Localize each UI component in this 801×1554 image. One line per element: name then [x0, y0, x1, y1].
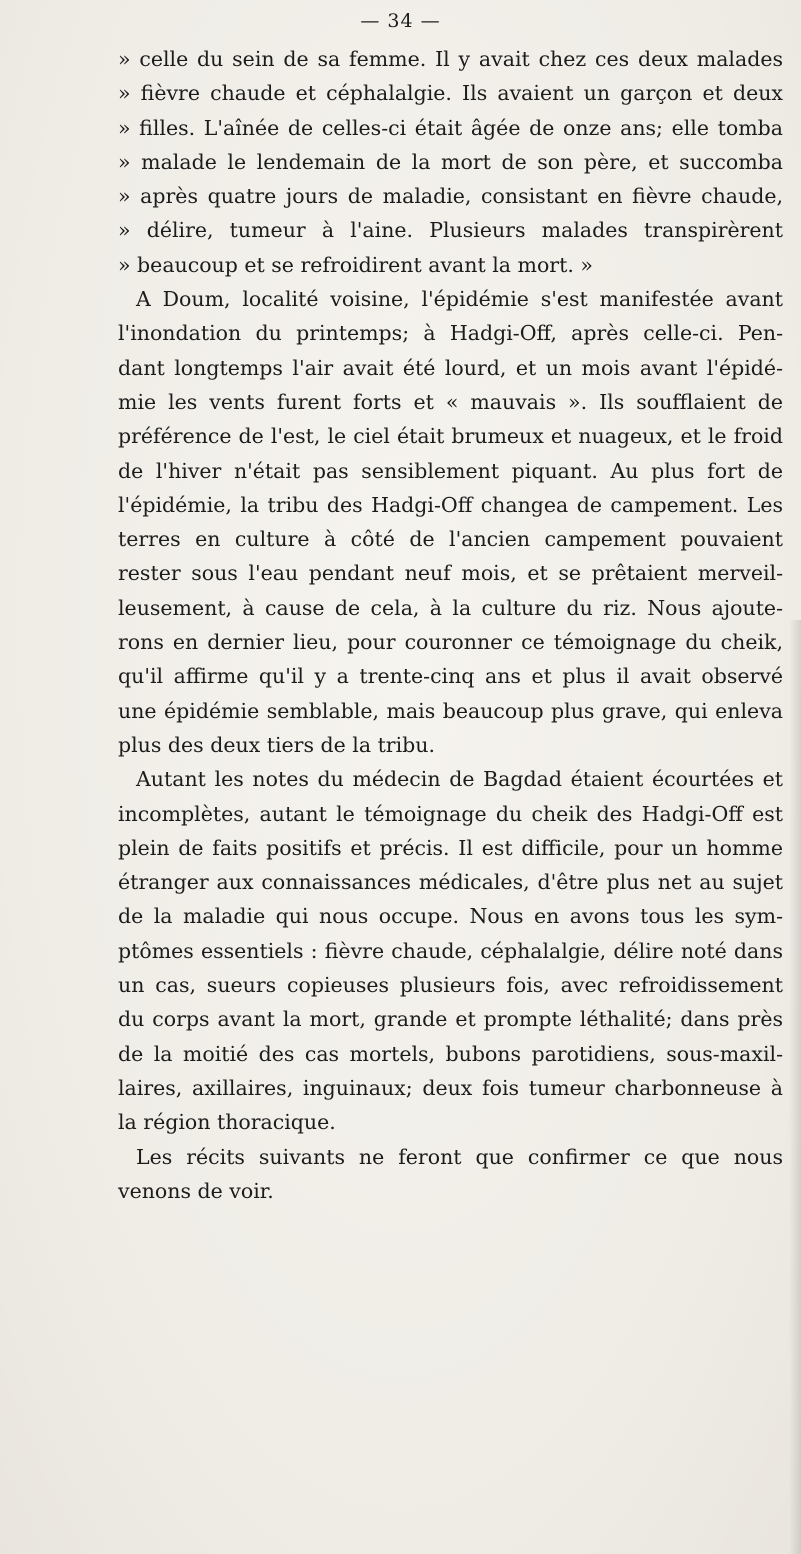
paragraph-first-line: A Doum, localité voisine, l'épidémie s'est manifestée avant: [136, 287, 783, 312]
text-line: la région thoracique.: [118, 1110, 336, 1135]
text-line: de la maladie qui nous occupe. Nous en avons tous les sym-: [118, 904, 783, 929]
text-line: dant longtemps l'air avait été lourd, et un mois avant l'épidé-: [118, 355, 783, 380]
text-line: l'inondation du printemps; à Hadgi-Off, après celle-ci. Pen-: [118, 321, 783, 346]
text-line: » beaucoup et se refroidirent avant la mort. »: [118, 252, 593, 277]
page-edge-shadow: [789, 620, 801, 1554]
text-line: préférence de l'est, le ciel était brumeux et nuageux, et le froid: [118, 424, 783, 449]
text-line: étranger aux connaissances médicales, d'être plus net au sujet: [118, 870, 783, 895]
text-line: laires, axillaires, inguinaux; deux fois tumeur charbonneuse à: [118, 1075, 783, 1100]
text-line: » malade le lendemain de la mort de son père, et succomba: [118, 149, 783, 174]
text-line: mie les vents furent forts et « mauvais ». Ils soufflaient de: [118, 389, 783, 414]
text-line: » délire, tumeur à l'aine. Plusieurs malades transpirèrent: [118, 218, 783, 243]
text-line: une épidémie semblable, mais beaucoup plus grave, qui enleva: [118, 698, 783, 723]
text-line: de l'hiver n'était pas sensiblement piquant. Au plus fort de: [118, 458, 783, 483]
text-line: l'épidémie, la tribu des Hadgi-Off changea de campement. Les: [118, 492, 783, 517]
text-line: du corps avant la mort, grande et prompte léthalité; dans près: [118, 1007, 783, 1032]
text-line: » fièvre chaude et céphalalgie. Ils avaient un garçon et deux: [118, 81, 783, 106]
text-line: un cas, sueurs copieuses plusieurs fois, avec refroidissement: [118, 973, 783, 998]
text-line: de la moitié des cas mortels, bubons parotidiens, sous-maxil-: [118, 1041, 783, 1066]
text-line: incomplètes, autant le témoignage du cheik des Hadgi-Off est: [118, 801, 783, 826]
text-line: plein de faits positifs et précis. Il est difficile, pour un homme: [118, 835, 783, 860]
text-line: » filles. L'aînée de celles-ci était âgée de onze ans; elle tomba: [118, 115, 783, 140]
text-line: rons en dernier lieu, pour couronner ce témoignage du cheik,: [118, 630, 783, 655]
text-line: venons de voir.: [118, 1178, 274, 1203]
body-text: [118, 42, 783, 1208]
text-line: plus des deux tiers de la tribu.: [118, 732, 436, 757]
text-line: rester sous l'eau pendant neuf mois, et se prêtaient merveil-: [118, 561, 783, 586]
text-line: » celle du sein de sa femme. Il y avait chez ces deux malades: [118, 47, 783, 71]
text-line: » après quatre jours de maladie, consistant en fièvre chaude,: [118, 184, 783, 209]
text-line: terres en culture à côté de l'ancien campement pouvaient: [118, 527, 783, 552]
text-line: leusement, à cause de cela, à la culture du riz. Nous ajoute-: [118, 595, 783, 620]
paragraph-first-line: Autant les notes du médecin de Bagdad étaient écourtées et: [136, 767, 783, 792]
paragraph-first-line: Les récits suivants ne feront que confirmer ce que nous: [136, 1144, 783, 1169]
text-line: qu'il affirme qu'il y a trente-cinq ans et plus il avait observé: [118, 664, 783, 689]
text-line: ptômes essentiels : fièvre chaude, céphalalgie, délire noté dans: [118, 938, 783, 963]
page-number: — 34 —: [360, 10, 441, 32]
